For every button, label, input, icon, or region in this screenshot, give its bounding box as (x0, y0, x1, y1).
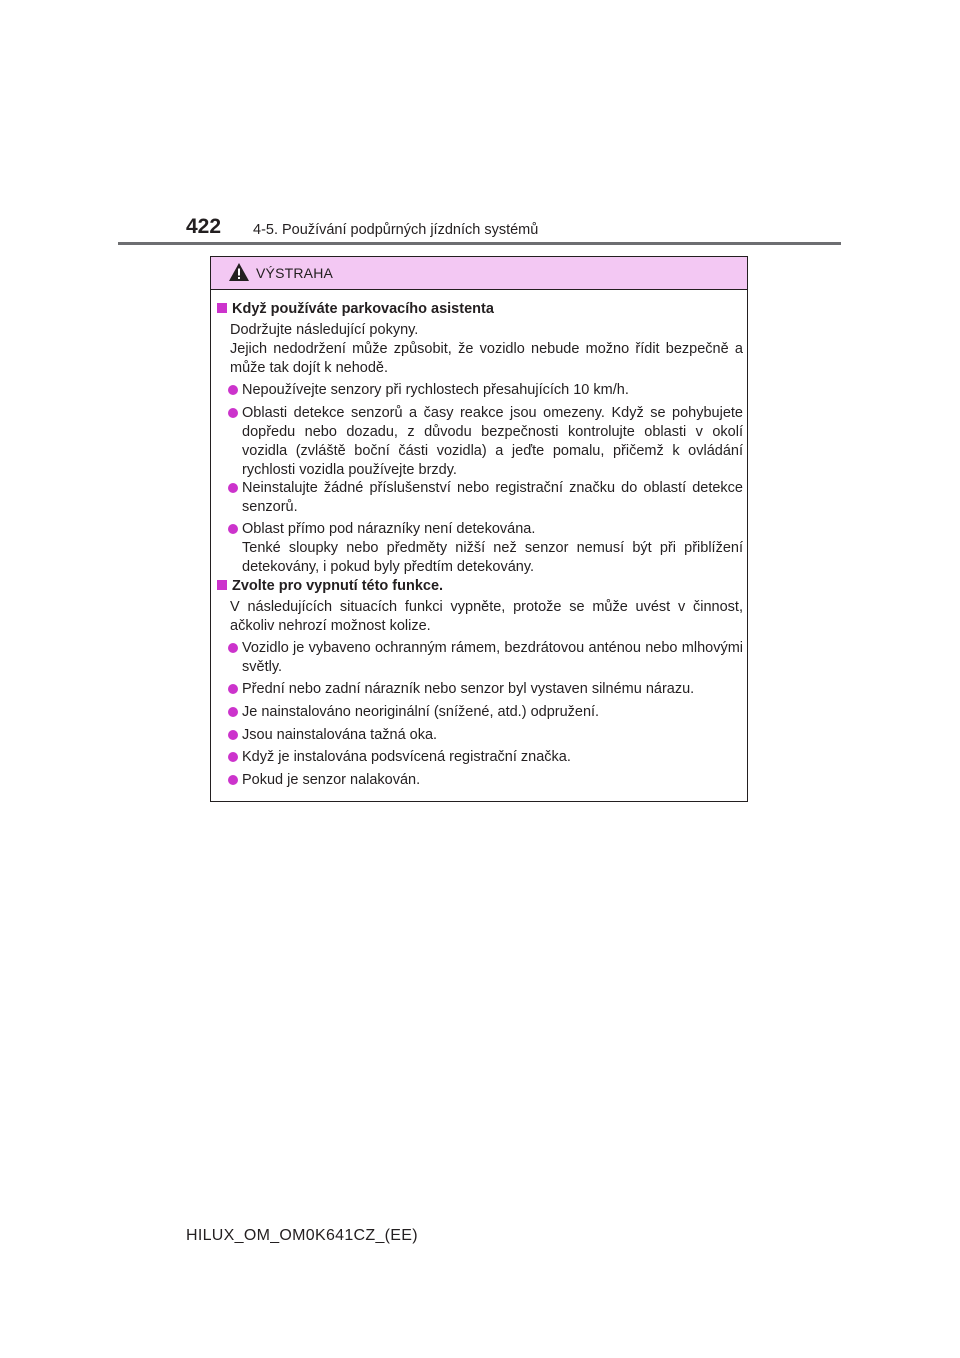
list-item (228, 726, 743, 745)
list-item-text: Jsou nainstalována tažná oka. (242, 727, 438, 743)
list-item-text: Neinstalujte žádné příslušenství nebo registrační značku do oblastí detekce senzorů. (242, 480, 743, 515)
list-item (228, 520, 743, 539)
circle-bullet-icon (228, 643, 238, 653)
circle-bullet-icon (228, 684, 238, 694)
list-item (228, 680, 743, 699)
list-item (228, 748, 743, 767)
list-item-text: Vozidlo je vybaveno ochranným rámem, bezdrátovou anténou nebo mlhovými světly. (242, 640, 743, 675)
intro-paragraph: V následujících situacích funkci vypněte, protože se může uvést v činnost, ačkoliv nehrozí možnost kolize. (230, 599, 743, 634)
list-item-continuation: Tenké sloupky nebo předměty nižší než senzor nemusí být při přiblížení detekovány, i pokud byly předtím detekovány. (242, 540, 743, 575)
warning-triangle-icon (228, 262, 250, 282)
header-rule (118, 242, 841, 245)
circle-bullet-icon (228, 707, 238, 717)
intro-paragraph: Dodržujte následující pokyny. (230, 322, 419, 338)
circle-bullet-icon (228, 408, 238, 418)
circle-bullet-icon (228, 385, 238, 395)
intro-paragraph: Jejich nedodržení může způsobit, že vozidlo nebude možno řídit bezpečně a může tak dojít k nehodě. (230, 341, 743, 376)
list-item (228, 703, 743, 722)
list-item-text: Oblast přímo pod nárazníky není detekována. (242, 521, 536, 537)
list-item-text: Oblasti detekce senzorů a časy reakce jsou omezeny. Když se pohybujete dopředu nebo dozadu, z důvodu bezpečnosti kontrolujte oblasti v okolí vozidla (zvláště boční části vozidla) a jeďte pomalu, přičemž k ovládání rychlosti vozidla používejte brzdy. (242, 405, 743, 478)
list-item-text: Nepoužívejte senzory při rychlostech přesahujících 10 km/h. (242, 382, 629, 398)
circle-bullet-icon (228, 775, 238, 785)
square-bullet-icon (217, 303, 227, 313)
footer-document-code: HILUX_OM_OM0K641CZ_(EE) (186, 1227, 418, 1244)
circle-bullet-icon (228, 730, 238, 740)
list-item (228, 404, 743, 480)
warning-box (210, 256, 748, 802)
list-item (228, 479, 743, 517)
list-item (228, 771, 743, 790)
list-item-text: Je nainstalováno neoriginální (snížené, atd.) odpružení. (242, 704, 600, 720)
heading-text: Když používáte parkovacího asistenta (232, 301, 494, 317)
heading-disable-function (217, 578, 443, 594)
section-title: 4-5. Používání podpůrných jízdních systémů (253, 222, 539, 238)
page-number: 422 (186, 215, 222, 238)
warning-header (211, 257, 747, 290)
heading-text: Zvolte pro vypnutí této funkce. (232, 578, 444, 594)
list-item (228, 381, 743, 400)
list-item (228, 639, 743, 677)
square-bullet-icon (217, 580, 227, 590)
warning-label: VÝSTRAHA (256, 265, 334, 281)
list-item-text: Pokud je senzor nalakován. (242, 772, 421, 788)
list-item-text: Když je instalována podsvícená registrační značka. (242, 749, 571, 765)
circle-bullet-icon (228, 524, 238, 534)
circle-bullet-icon (228, 483, 238, 493)
heading-parking-assist (217, 301, 494, 317)
list-item-text: Přední nebo zadní nárazník nebo senzor byl vystaven silnému nárazu. (242, 681, 695, 697)
circle-bullet-icon (228, 752, 238, 762)
